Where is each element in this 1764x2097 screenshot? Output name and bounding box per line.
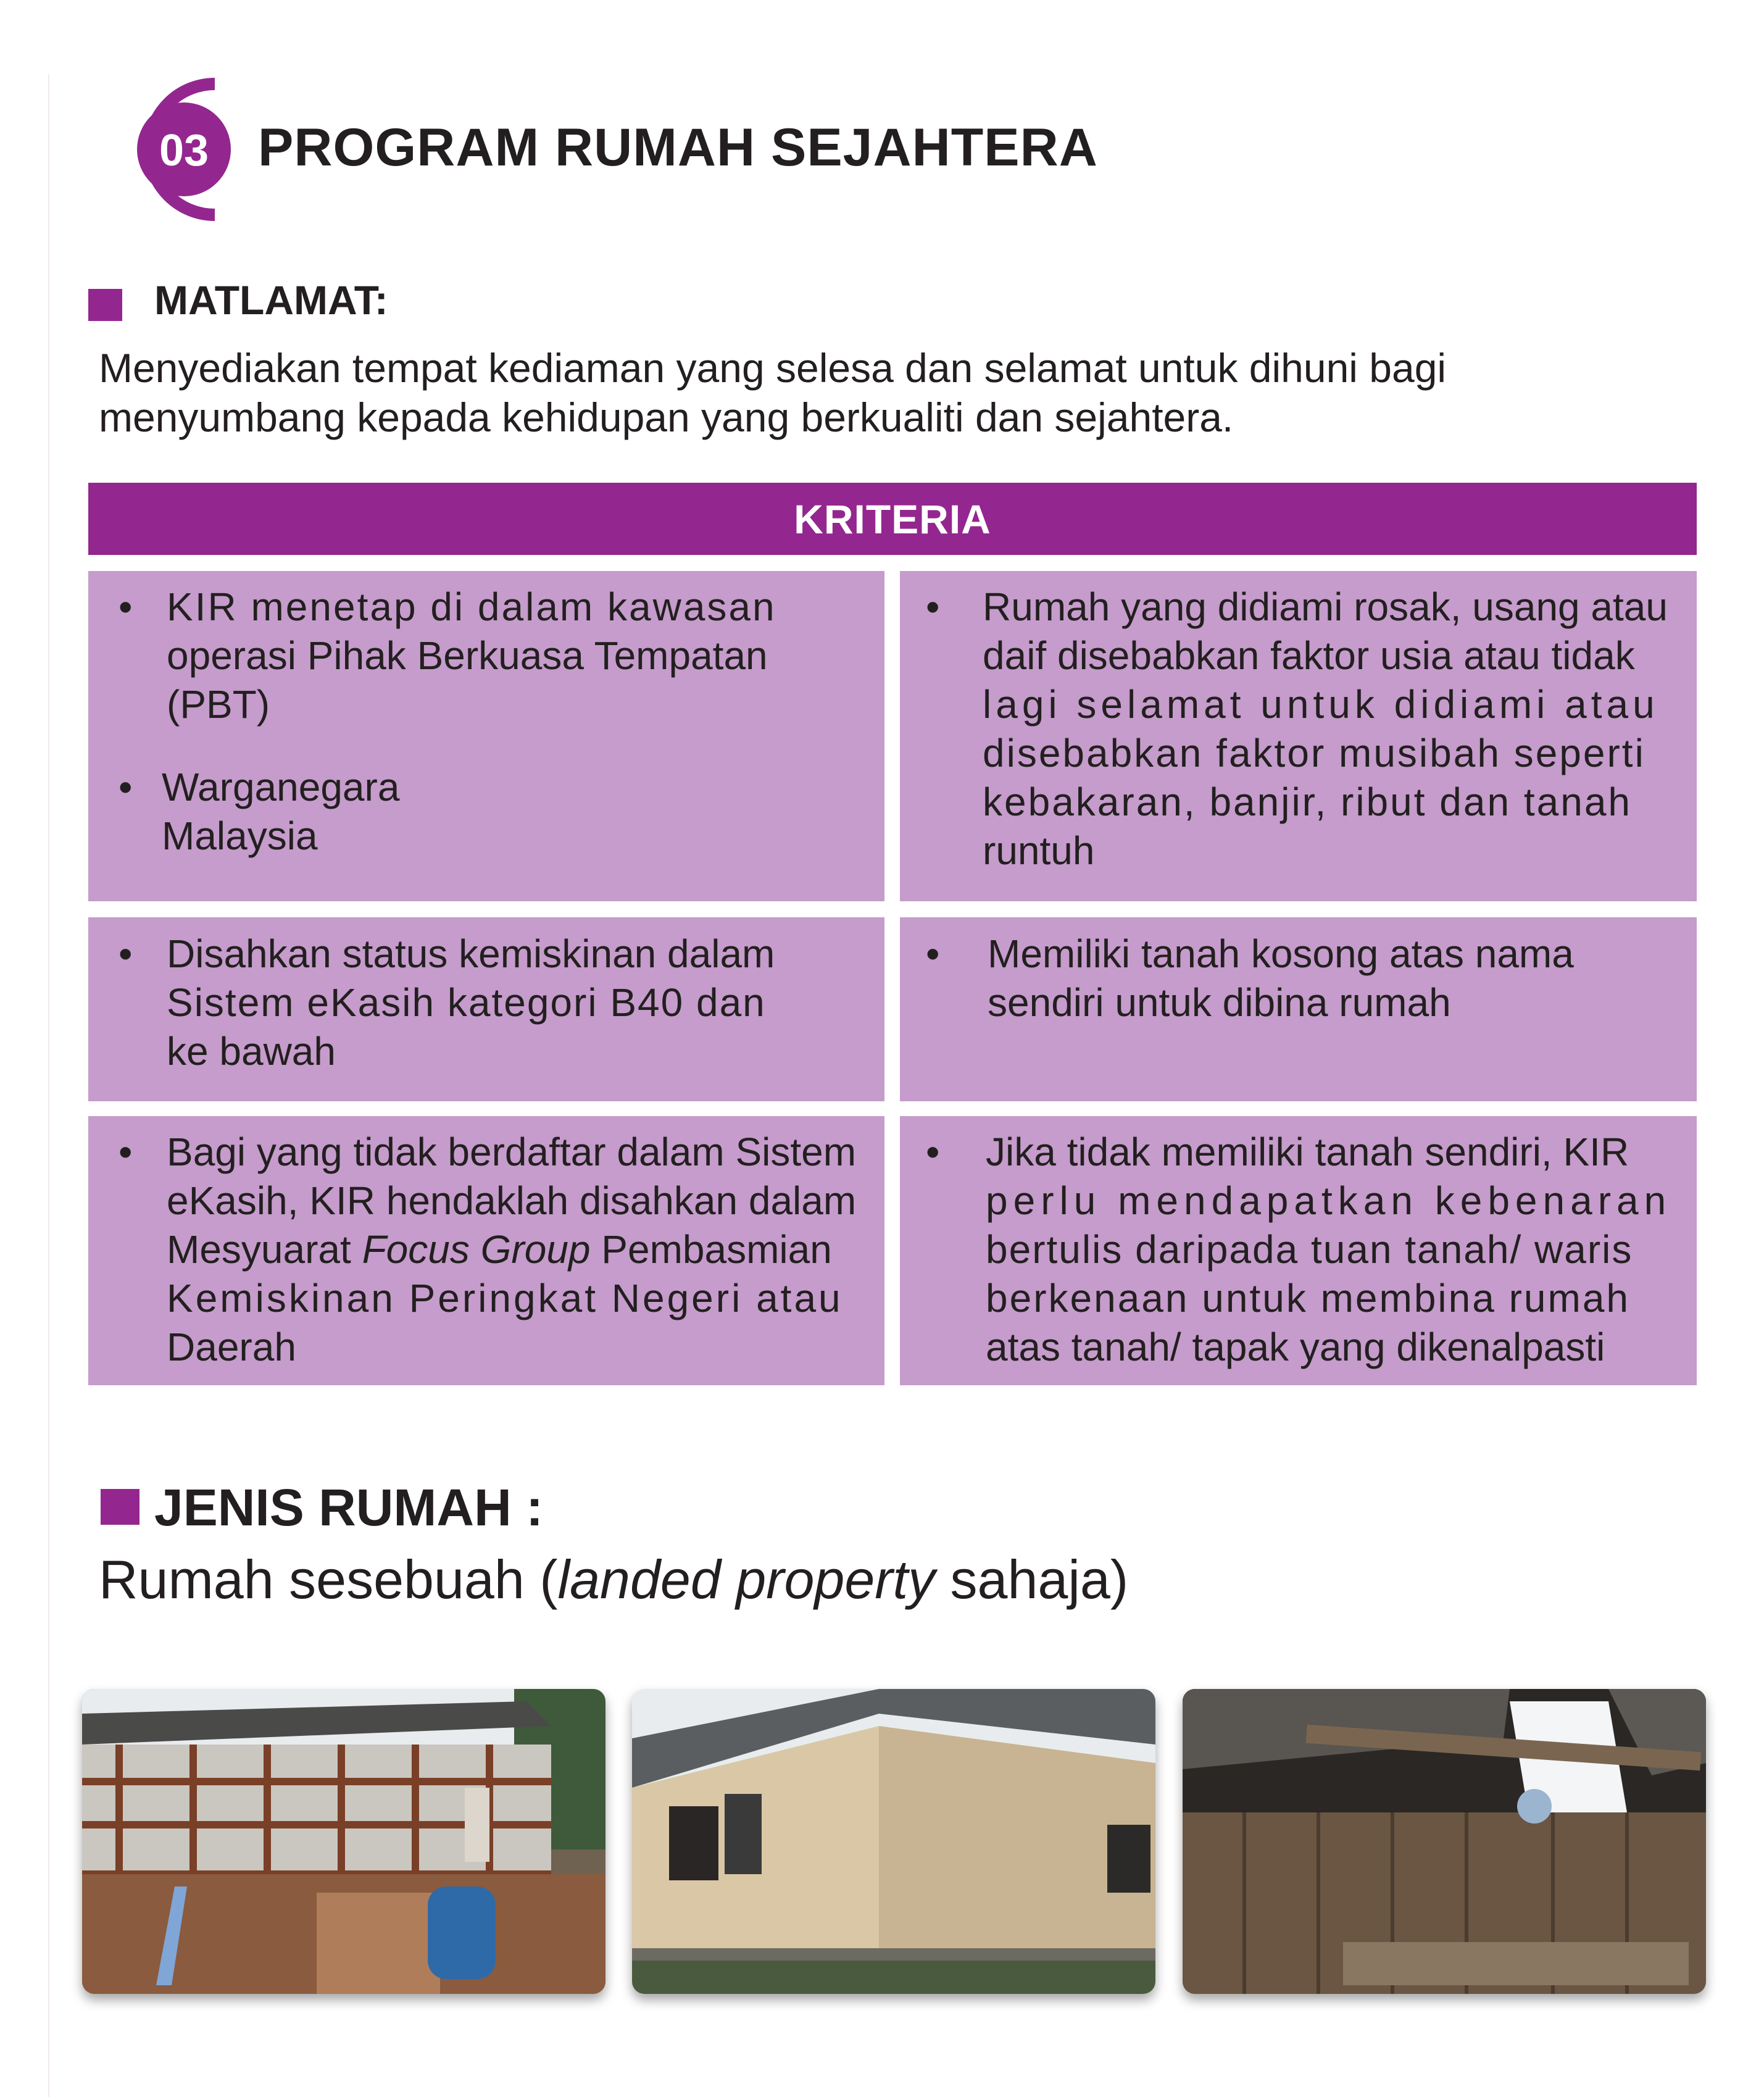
kriteria-item: [926, 930, 1574, 1027]
jenis-rumah-text-italic: landed property: [557, 1549, 936, 1610]
kriteria-item-text: Pembasmian: [590, 1227, 832, 1272]
jenis-rumah-text: [99, 1548, 1128, 1611]
kriteria-item-line: daif disebabkan faktor usia atau tidak: [983, 633, 1635, 678]
kriteria-item-line: Memiliki tanah kosong atas nama: [988, 932, 1574, 976]
bullet-square-icon: [101, 1489, 139, 1525]
kriteria-item-line: eKasih, KIR hendaklah disahkan dalam: [167, 1178, 857, 1223]
bullet-dot: •: [119, 1130, 133, 1174]
kriteria-item: [119, 583, 776, 729]
kriteria-item-line: Daerah: [167, 1325, 296, 1369]
kriteria-item-line: atas tanah/ tapak yang dikenalpasti: [986, 1325, 1605, 1369]
jenis-rumah-label: JENIS RUMAH :: [154, 1478, 544, 1536]
jenis-rumah-text-suffix: sahaja): [935, 1549, 1129, 1610]
kriteria-item-line: disebabkan faktor musibah seperti: [983, 731, 1645, 775]
kriteria-item: [119, 930, 775, 1076]
matlamat-text-line: menyumbang kepada kehidupan yang berkualiti dan sejahtera.: [99, 394, 1234, 440]
bullet-dot: •: [926, 585, 940, 629]
page-title: PROGRAM RUMAH SEJAHTERA: [258, 118, 1098, 177]
bullet-dot: •: [119, 765, 133, 809]
kriteria-item-line: Kemiskinan Peringkat Negeri atau: [167, 1276, 843, 1320]
house-photo-construction: [82, 1689, 605, 1994]
kriteria-item: [926, 1128, 1672, 1372]
section-number: 03: [159, 126, 209, 175]
matlamat-text: [99, 343, 1518, 442]
kriteria-heading-bar: [88, 483, 1697, 555]
bullet-dot: •: [926, 932, 940, 976]
house-photo-damaged-roof: [1183, 1689, 1706, 1994]
kriteria-item-line: lagi selamat untuk didiami atau: [983, 682, 1659, 727]
bullet-square-icon: [88, 289, 122, 321]
bullet-dot: •: [119, 932, 133, 976]
kriteria-item-line: sendiri untuk dibina rumah: [988, 980, 1451, 1025]
kriteria-item-text: Mesyuarat: [167, 1227, 362, 1272]
page-margin-rule: [48, 74, 49, 2097]
bullet-dot: •: [926, 1130, 940, 1174]
kriteria-item-line: Disahkan status kemiskinan dalam: [167, 932, 775, 976]
kriteria-item-line: operasi Pihak Berkuasa Tempatan: [167, 633, 768, 678]
kriteria-item-line: bertulis daripada tuan tanah/ waris: [986, 1227, 1633, 1272]
bullet-dot: •: [119, 585, 133, 629]
kriteria-item-line: (PBT): [167, 682, 270, 727]
kriteria-item-line: Warganegara: [162, 765, 400, 809]
matlamat-text-line: Menyediakan tempat kediaman yang selesa dan selamat untuk dihuni bagi: [99, 345, 1447, 391]
kriteria-item-line: Malaysia: [162, 814, 318, 858]
kriteria-item-line: Bagi yang tidak berdaftar dalam Sistem: [167, 1130, 857, 1174]
matlamat-label: MATLAMAT:: [154, 277, 388, 323]
kriteria-item: [119, 1128, 857, 1372]
kriteria-item-line: berkenaan untuk membina rumah: [986, 1276, 1630, 1320]
kriteria-item-line: runtuh: [983, 828, 1095, 873]
jenis-rumah-text-prefix: Rumah sesebuah (: [99, 1549, 558, 1610]
kriteria-item-line: KIR menetap di dalam kawasan: [167, 585, 776, 629]
kriteria-item-line: Rumah yang didiami rosak, usang atau: [983, 585, 1668, 629]
kriteria-item-line: ke bawah: [167, 1029, 336, 1074]
kriteria-item-line: [167, 1225, 856, 1274]
kriteria-item-line: Sistem eKasih kategori B40 dan: [167, 980, 766, 1025]
house-photo-new-plywood: [632, 1689, 1155, 1994]
kriteria-item-italic: Focus Group: [362, 1227, 591, 1272]
kriteria-item-line: Jika tidak memiliki tanah sendiri, KIR: [986, 1130, 1629, 1174]
kriteria-item-line: kebakaran, banjir, ribut dan tanah: [983, 780, 1632, 824]
kriteria-item-line: perlu mendapatkan kebenaran: [986, 1178, 1672, 1223]
section-number-badge-icon: [110, 75, 258, 223]
kriteria-heading: KRITERIA: [794, 496, 991, 542]
kriteria-item: [926, 583, 1668, 875]
kriteria-item: [119, 763, 400, 861]
